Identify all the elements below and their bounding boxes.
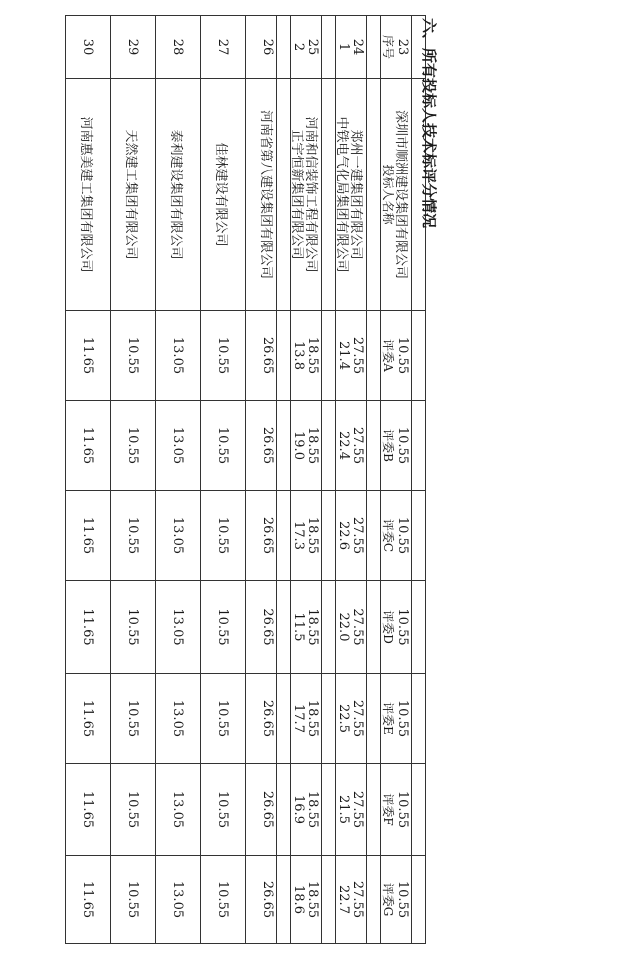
score-cell: 10.55 (111, 856, 156, 944)
score-cell: 13.05 (156, 401, 201, 491)
table-row (66, 16, 111, 944)
score-cell: 18.55 (291, 856, 336, 944)
score-cell: 10.55 (111, 491, 156, 581)
column-header: 评委C (367, 491, 412, 581)
row-number: 1 (322, 16, 367, 79)
bidder-name: 泰利建设集团有限公司 (156, 79, 201, 311)
score-cell: 26.65 (246, 674, 291, 764)
table-row (156, 16, 201, 944)
score-cell: 10.55 (111, 581, 156, 674)
bidder-name: 天然建工集团有限公司 (111, 79, 156, 311)
score-cell: 13.8 (277, 311, 322, 401)
score-cell: 18.55 (291, 674, 336, 764)
score-cell: 10.55 (111, 401, 156, 491)
score-cell: 18.55 (291, 311, 336, 401)
score-cell: 11.65 (66, 581, 111, 674)
score-cell: 11.65 (66, 491, 111, 581)
score-cell: 26.65 (246, 856, 291, 944)
score-cell: 22.6 (322, 491, 367, 581)
score-cell: 17.7 (277, 674, 322, 764)
bidder-name: 佳林建设有限公司 (201, 79, 246, 311)
score-cell: 10.55 (201, 311, 246, 401)
score-cell: 26.65 (246, 491, 291, 581)
column-header: 评委A (367, 311, 412, 401)
row-number: 23 (381, 16, 426, 79)
score-cell: 10.55 (111, 311, 156, 401)
score-cell: 27.55 (336, 764, 381, 856)
score-cell: 18.55 (291, 491, 336, 581)
score-cell: 22.5 (322, 674, 367, 764)
column-header: 评委D (367, 581, 412, 674)
table-row (277, 16, 322, 944)
score-cell: 11.5 (277, 581, 322, 674)
row-number: 27 (201, 16, 246, 79)
score-cell: 27.55 (336, 401, 381, 491)
score-cell: 26.65 (246, 311, 291, 401)
section-heading: 六、所有投标人技术标评分情况 (420, 18, 438, 229)
score-cell: 11.65 (66, 856, 111, 944)
score-cell: 26.65 (246, 401, 291, 491)
score-cell: 27.55 (336, 311, 381, 401)
tech-score-table (276, 15, 412, 944)
score-cell: 21.5 (322, 764, 367, 856)
score-cell: 27.55 (336, 856, 381, 944)
row-number: 24 (336, 16, 381, 79)
column-header: 投标人名称 (367, 79, 412, 311)
table-row (322, 16, 367, 944)
row-number: 29 (111, 16, 156, 79)
score-cell: 18.55 (291, 581, 336, 674)
row-number: 26 (246, 16, 291, 79)
column-header: 评委F (367, 764, 412, 856)
bidder-name: 正宇恒新集团有限公司 (277, 79, 322, 311)
bidder-name: 河南惠美建工集团有限公司 (66, 79, 111, 311)
score-cell: 21.4 (322, 311, 367, 401)
column-header: 评委G (367, 856, 412, 944)
score-cell: 27.55 (336, 491, 381, 581)
score-cell: 10.55 (381, 401, 426, 491)
score-cell: 10.55 (201, 491, 246, 581)
score-cell: 13.05 (156, 856, 201, 944)
score-cell: 11.65 (66, 401, 111, 491)
score-cell: 10.55 (201, 674, 246, 764)
row-number: 30 (66, 16, 111, 79)
bidder-name: 中铁电气化局集团有限公司 (322, 79, 367, 311)
column-header: 评委B (367, 401, 412, 491)
score-cell: 26.65 (246, 581, 291, 674)
bidder-name: 郑州一建集团有限公司 (336, 79, 381, 311)
score-cell: 18.6 (277, 856, 322, 944)
score-cell: 13.05 (156, 764, 201, 856)
score-cell: 19.0 (277, 401, 322, 491)
score-cell: 22.4 (322, 401, 367, 491)
score-cell: 26.65 (246, 764, 291, 856)
score-cell: 10.55 (381, 674, 426, 764)
score-cell: 10.55 (201, 856, 246, 944)
column-header: 评委E (367, 674, 412, 764)
score-cell: 11.65 (66, 764, 111, 856)
bidder-name: 河南和信装饰工程有限公司 (291, 79, 336, 311)
score-cell: 27.55 (336, 674, 381, 764)
score-cell: 18.55 (291, 764, 336, 856)
score-cell: 10.55 (381, 581, 426, 674)
score-cell: 22.0 (322, 581, 367, 674)
score-cell: 13.05 (156, 581, 201, 674)
score-cell: 13.05 (156, 674, 201, 764)
score-cell: 10.55 (201, 764, 246, 856)
bidder-name: 河南省第八建设集团有限公司 (246, 79, 291, 311)
score-cell: 10.55 (381, 764, 426, 856)
score-cell: 10.55 (111, 764, 156, 856)
table-row (111, 16, 156, 944)
score-cell: 18.55 (291, 401, 336, 491)
score-cell: 10.55 (381, 856, 426, 944)
bidder-name: 深圳市顺洲建设集团有限公司 (381, 79, 426, 311)
table-row (201, 16, 246, 944)
row-number: 28 (156, 16, 201, 79)
row-number: 25 (291, 16, 336, 79)
score-cell: 22.7 (322, 856, 367, 944)
score-cell: 11.65 (66, 674, 111, 764)
score-cell: 27.55 (336, 581, 381, 674)
score-cell: 13.05 (156, 311, 201, 401)
score-cell: 11.65 (66, 311, 111, 401)
score-cell: 10.55 (111, 674, 156, 764)
score-cell: 16.9 (277, 764, 322, 856)
score-cell: 10.55 (381, 491, 426, 581)
score-cell: 13.05 (156, 491, 201, 581)
score-cell: 10.55 (381, 311, 426, 401)
score-cell: 10.55 (201, 581, 246, 674)
score-cell: 10.55 (201, 401, 246, 491)
header-row (367, 16, 412, 944)
row-number: 2 (277, 16, 322, 79)
column-header: 序号 (367, 16, 412, 79)
score-cell: 17.3 (277, 491, 322, 581)
